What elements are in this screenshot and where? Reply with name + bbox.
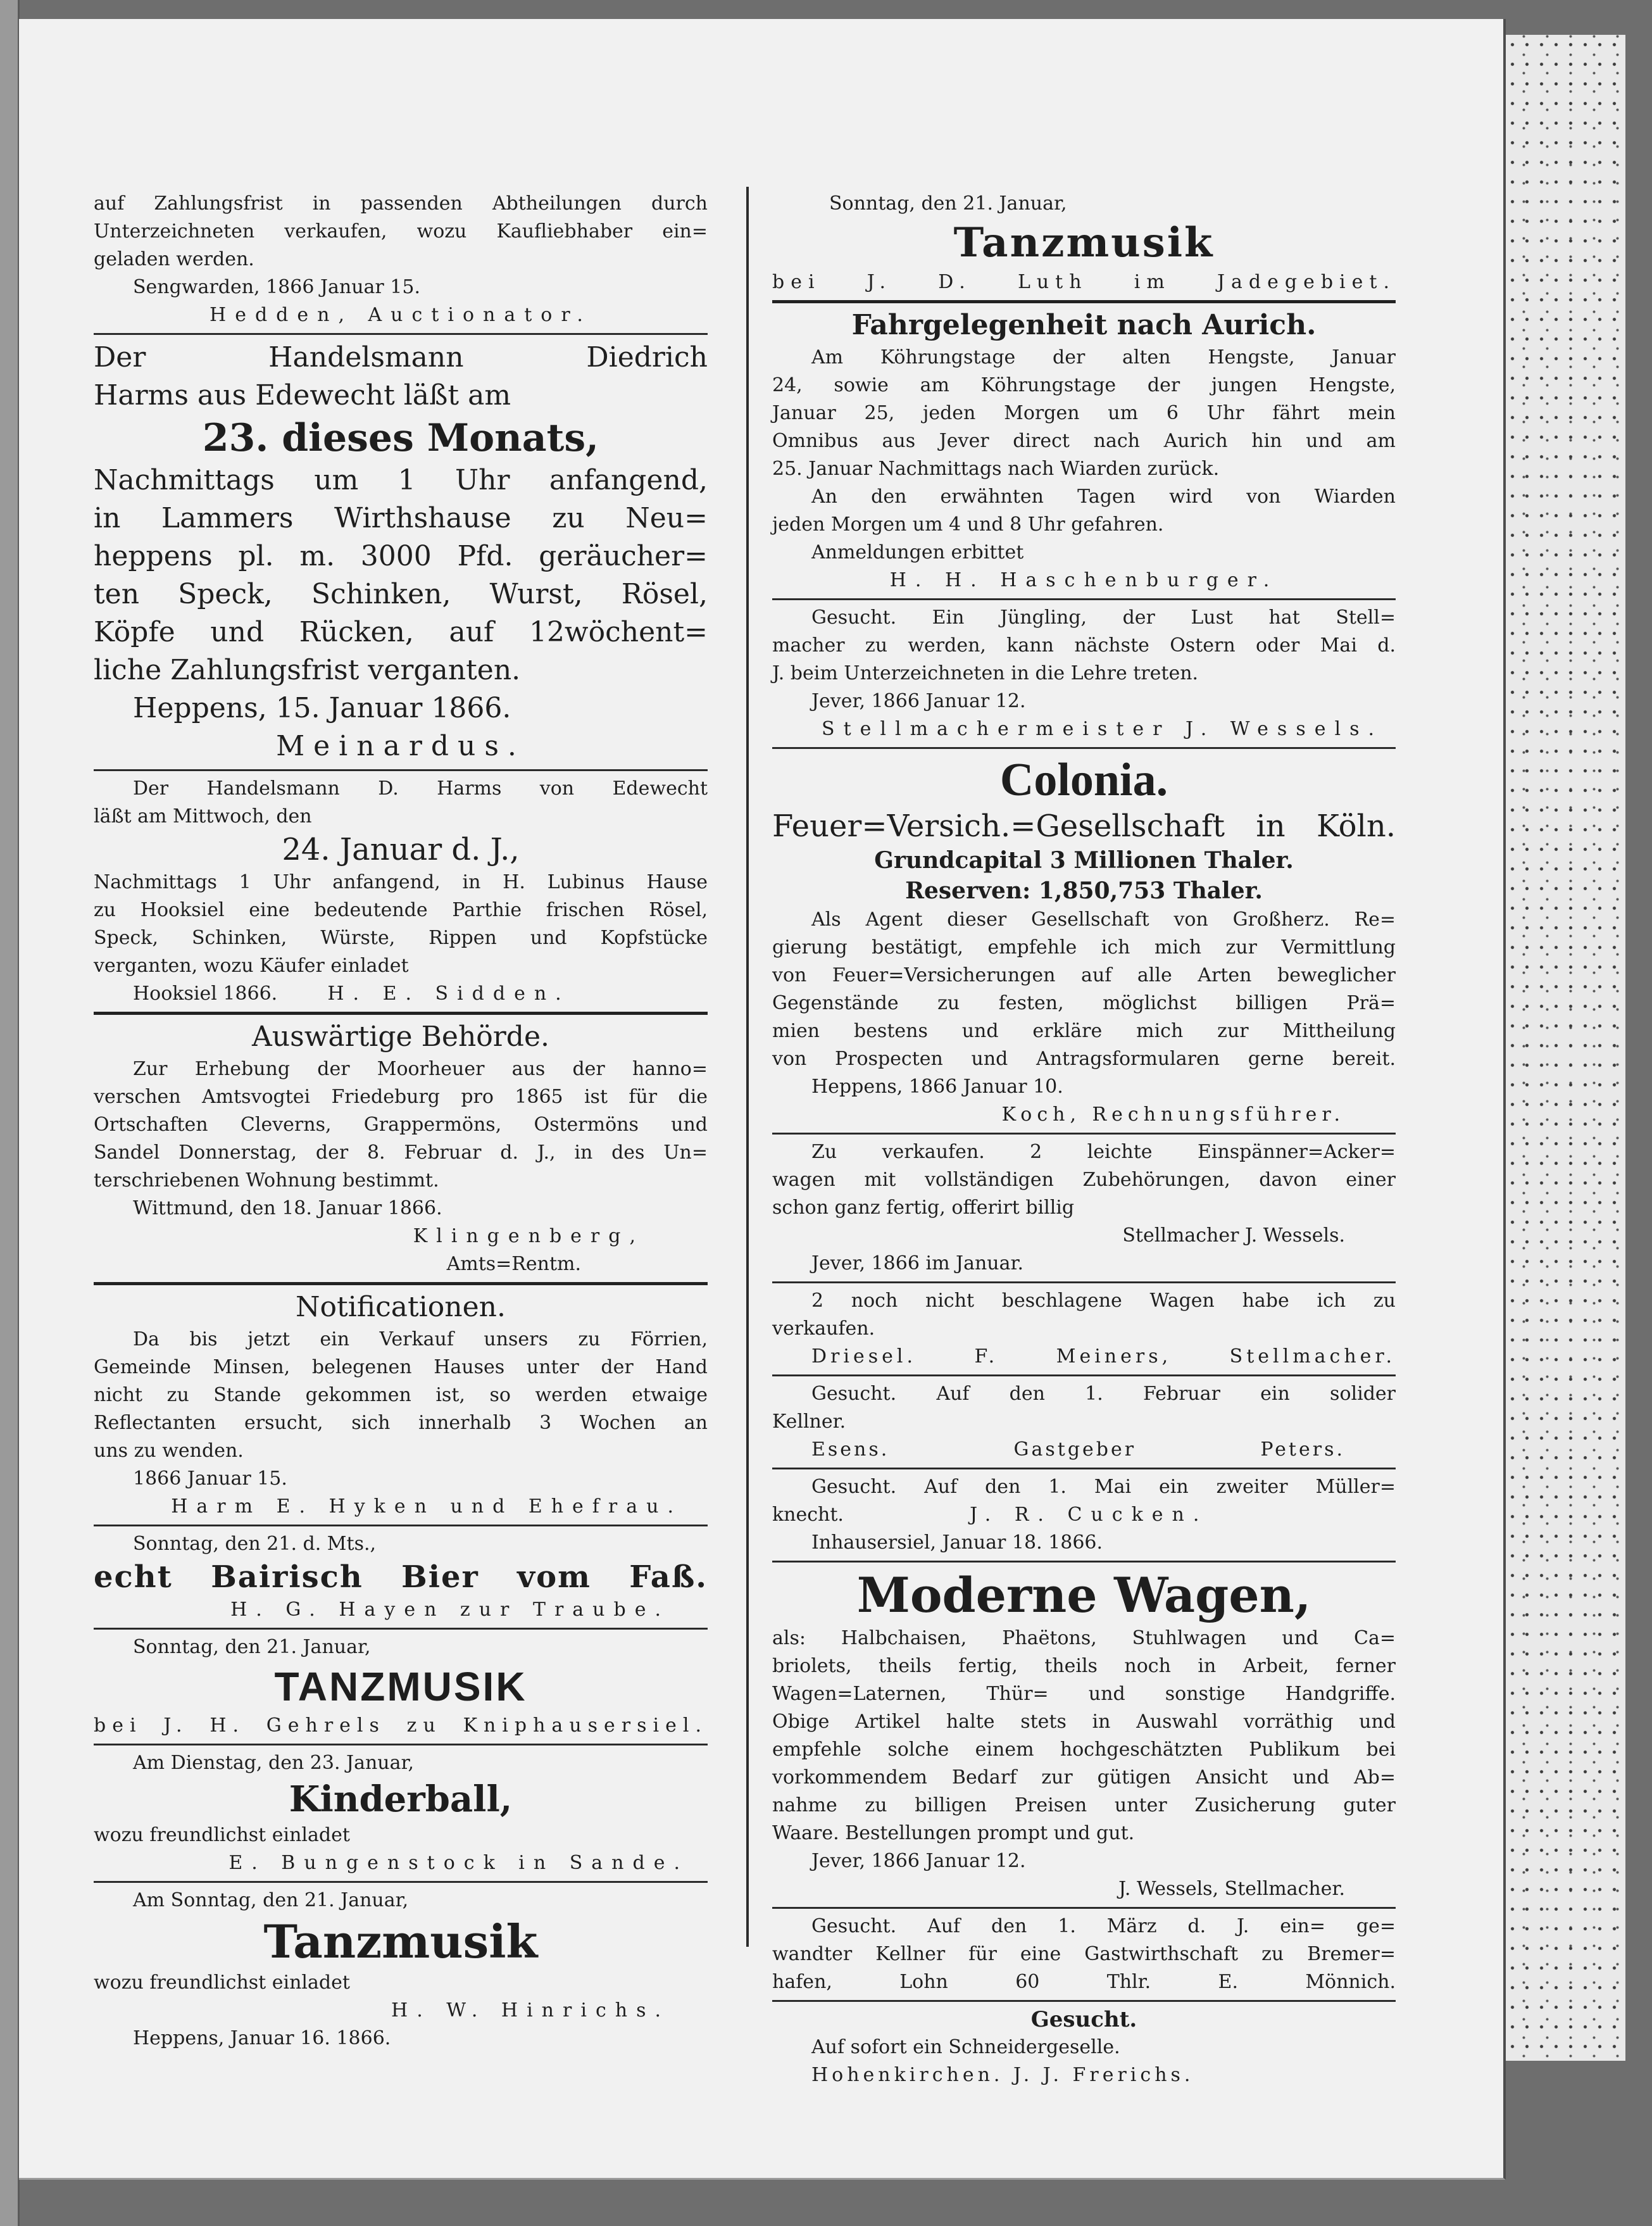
- book-cover-board: [1501, 35, 1625, 2061]
- text-line: Sandel Donnerstag, der 8. Februar d. J., in des Un=: [94, 1141, 708, 1164]
- text-line: Der Handelsmann D. Harms von Edewecht: [133, 777, 708, 800]
- text-line: nahme zu billigen Preisen unter Zusicherung guter: [772, 1794, 1396, 1816]
- section-heading: Auswärtige Behörde.: [252, 1021, 549, 1053]
- text-line: verganten, wozu Käufer einladet: [94, 955, 409, 977]
- ad-colonia: [772, 753, 1396, 1129]
- text-line: Kellner.: [772, 1411, 846, 1433]
- ad-separator: [772, 1561, 1396, 1563]
- left-column: [94, 190, 708, 2053]
- ad-zu-verkaufen-wagen: [772, 1138, 1396, 1278]
- text-line: auf Zahlungsfrist in passenden Abtheilungen durch: [94, 192, 708, 215]
- text-line: Obige Artikel halte stets in Auswahl vorräthig und: [772, 1711, 1396, 1733]
- text-line: vorkommendem Bedarf zur gütigen Ansicht und Ab=: [772, 1766, 1396, 1789]
- ad-separator: [94, 1525, 708, 1526]
- text-line: 2 noch nicht beschlagene Wagen habe ich zu: [811, 1290, 1396, 1312]
- text-line: Speck, Schinken, Würste, Rippen und Kopfstücke: [94, 927, 708, 949]
- ad-gesucht-muellerknecht: [772, 1473, 1396, 1557]
- ad-reserves: Reserven: 1,850,753 Thaler.: [905, 877, 1263, 904]
- ad-date: Am Dienstag, den 23. Januar,: [133, 1752, 415, 1774]
- ad-gesucht-schneidergeselle: [772, 2006, 1396, 2089]
- section-auswaertige-behoerde: [94, 1019, 708, 1278]
- ad-signature: Hohenkirchen. J. J. Frerichs.: [811, 2064, 1194, 2086]
- text-line: Gesucht. Auf den 1. Mai ein zweiter Müller=: [811, 1476, 1396, 1498]
- right-column: [772, 190, 1396, 2089]
- ad-title: TANZMUSIK: [274, 1664, 527, 1709]
- ad-signature: H. E. Sidden.: [327, 983, 570, 1005]
- text-line: heppens pl. m. 3000 Pfd. geräucher=: [94, 540, 708, 572]
- text-line: wandter Kellner für eine Gastwirthschaft zu Bremer=: [772, 1943, 1396, 1965]
- ad-signature: H. H. Haschenburger.: [889, 569, 1279, 591]
- ad-subtitle: Feuer=Versich.=Gesellschaft in Köln.: [772, 808, 1396, 844]
- ad-gesucht-stellmacher-lehrling: [772, 604, 1396, 743]
- text-line: hafen, Lohn 60 Thlr. E. Mönnich.: [772, 1971, 1396, 1993]
- section-heading: Notificationen.: [296, 1291, 506, 1323]
- ad-place-date: Heppens, 15. Januar 1866.: [133, 692, 511, 724]
- text-line: Nachmittags um 1 Uhr anfangend,: [94, 464, 708, 496]
- ad-separator: [772, 2000, 1396, 2002]
- ad-date: Sonntag, den 21. Januar,: [133, 1636, 371, 1658]
- ad-separator: [94, 1881, 708, 1883]
- text-line: Ortschaften Cleverns, Grappermöns, Ostermöns und: [94, 1114, 708, 1136]
- ad-separator: [94, 769, 708, 771]
- text-line: [772, 1501, 1396, 1529]
- text-line: Gegenstände zu festen, möglichst billigen Prä=: [772, 992, 1396, 1014]
- ad-separator: [94, 333, 708, 335]
- text-line: Januar 25, jeden Morgen um 6 Uhr fährt mein: [772, 402, 1396, 424]
- ad-separator: [772, 1133, 1396, 1135]
- ad-title: Fahrgelegenheit nach Aurich.: [851, 309, 1317, 341]
- ad-capital: Grundcapital 3 Millionen Thaler.: [874, 847, 1294, 874]
- text-line: von Prospecten und Antragsformularen gerne bereit.: [772, 1048, 1396, 1070]
- ad-signature: Stellmacher J. Wessels.: [1122, 1224, 1345, 1247]
- ad-place-date: Heppens, 1866 Januar 10.: [811, 1076, 1063, 1098]
- text-line: verschen Amtsvogtei Friedeburg pro 1865 ist für die: [94, 1086, 708, 1108]
- text-line: Gesucht. Auf den 1. Februar ein solider: [811, 1383, 1396, 1405]
- ad-title: Tanzmusik: [263, 1915, 538, 1968]
- text-line: Omnibus aus Jever direct nach Aurich hin und am: [772, 430, 1396, 452]
- ad-gesucht-kellner-bremerhafen: [772, 1913, 1396, 1996]
- ad-separator: [772, 300, 1396, 303]
- ad-gesucht-kellner-esens: [772, 1380, 1396, 1464]
- ad-signature-title: Amts=Rentm.: [446, 1253, 581, 1275]
- text-line: geladen werden.: [94, 248, 254, 270]
- text-line: Gemeinde Minsen, belegenen Hauses unter der Hand: [94, 1356, 708, 1378]
- text-line: uns zu wenden.: [94, 1440, 244, 1462]
- text-line: Waare. Bestellungen prompt und gut.: [772, 1822, 1135, 1844]
- ad-signature: Klingenberg,: [413, 1225, 644, 1247]
- text-line: ten Speck, Schinken, Wurst, Rösel,: [94, 578, 708, 610]
- text-line: wagen mit vollständigen Zubehörungen, davon einer: [772, 1169, 1396, 1191]
- text-line: Reflectanten ersucht, sich innerhalb 3 Wochen an: [94, 1412, 708, 1434]
- text-line: briolets, theils fertig, theils noch in Arbeit, ferner: [772, 1655, 1396, 1677]
- ad-invitation: wozu freundlichst einladet: [94, 1824, 350, 1846]
- text-line: zu Hooksiel eine bedeutende Parthie frischen Rösel,: [94, 899, 708, 921]
- ad-signature: Esens. Gastgeber Peters.: [811, 1438, 1345, 1461]
- ad-separator: [772, 598, 1396, 600]
- ad-separator: [94, 1012, 708, 1015]
- newspaper-page: [19, 19, 1506, 2180]
- ad-tanzmusik-heppens: [94, 1887, 708, 2053]
- text-line: mien bestens und erkläre mich zur Mittheilung: [772, 1020, 1396, 1042]
- ad-meiners-wagen: [772, 1287, 1396, 1371]
- text-line: Zur Erhebung der Moorheuer aus der hanno=: [133, 1058, 708, 1080]
- ad-separator: [94, 1282, 708, 1285]
- ad-separator: [94, 1744, 708, 1745]
- ad-date: Am Sonntag, den 21. Januar,: [133, 1889, 409, 1911]
- text-line: Gesucht. Ein Jüngling, der Lust hat Stell=: [811, 607, 1396, 629]
- ad-auction-sengwarden: [94, 190, 708, 329]
- text-line: Unterzeichneten verkaufen, wozu Kaufliebhaber ein=: [94, 220, 708, 242]
- ad-place-date: Inhausersiel, Januar 18. 1866.: [811, 1531, 1103, 1554]
- ad-place-date: 1866 Januar 15.: [133, 1468, 287, 1490]
- ad-date-highlight: 23. dieses Monats,: [202, 416, 599, 460]
- ad-signature: Harm E. Hyken und Ehefrau.: [171, 1495, 682, 1518]
- ad-signature: bei J. H. Gehrels zu Kniphausersiel.: [94, 1714, 708, 1737]
- ad-signature: H. G. Hayen zur Traube.: [230, 1599, 670, 1621]
- text-line: in Lammers Wirthshause zu Neu=: [94, 502, 708, 534]
- text-line: verkaufen.: [772, 1317, 875, 1340]
- text-line: von Feuer=Versicherungen auf alle Arten beweglicher: [772, 964, 1396, 986]
- ad-signature: Driesel. F. Meiners, Stellmacher.: [811, 1345, 1396, 1368]
- ad-place-date: Heppens, Januar 16. 1866.: [133, 2027, 391, 2049]
- ad-kinderball: [94, 1749, 708, 1877]
- text-line: Wagen=Laternen, Thür= und sonstige Handgriffe.: [772, 1683, 1396, 1705]
- ad-tanzmusik-jadegebiet: [772, 190, 1396, 296]
- text-line: Zu verkaufen. 2 leichte Einspänner=Acker=: [811, 1141, 1396, 1163]
- ad-title: Kinderball,: [289, 1778, 513, 1820]
- ad-place-date: Jever, 1866 Januar 12.: [811, 1850, 1026, 1872]
- text-line: schon ganz fertig, offerirt billig: [772, 1197, 1075, 1219]
- text-line: nicht zu Stande gekommen ist, so werden etwaige: [94, 1384, 708, 1406]
- ad-harms-neuheppens: [94, 339, 708, 765]
- ad-place-date: Sengwarden, 1866 Januar 15.: [133, 276, 420, 298]
- ad-signature: Stellmachermeister J. Wessels.: [822, 718, 1383, 740]
- ad-tanzmusik-kniphausersiel: [94, 1633, 708, 1740]
- ad-separator: [772, 1374, 1396, 1376]
- ad-invitation: wozu freundlichst einladet: [94, 1971, 350, 1994]
- ad-signature: Koch, Rechnungsführer.: [1001, 1104, 1345, 1126]
- section-notificationen: [94, 1289, 708, 1521]
- ad-title: Tanzmusik: [953, 219, 1215, 267]
- text-line: 24, sowie am Köhrungstage der jungen Hengste,: [772, 374, 1396, 396]
- ad-date: Sonntag, den 21. Januar,: [829, 192, 1067, 215]
- text-line: Da bis jetzt ein Verkauf unsers zu Förrien,: [133, 1328, 708, 1350]
- text-line: Als Agent dieser Gesellschaft von Großherz. Re=: [811, 909, 1396, 931]
- text-line: Gesucht. Auf den 1. März d. J. ein= ge=: [811, 1915, 1396, 1937]
- text-line: als: Halbchaisen, Phaëtons, Stuhlwagen und Ca=: [772, 1627, 1396, 1649]
- text-line: jeden Morgen um 4 und 8 Uhr gefahren.: [772, 513, 1164, 536]
- ad-separator: [772, 1468, 1396, 1469]
- text-line: Auf sofort ein Schneidergeselle.: [811, 2036, 1120, 2058]
- ad-place-date: Jever, 1866 Januar 12.: [811, 690, 1026, 712]
- ad-separator: [772, 1907, 1396, 1909]
- text-line: terschriebenen Wohnung bestimmt.: [94, 1169, 439, 1192]
- ad-title: Colonia.: [999, 754, 1168, 806]
- ad-title: Moderne Wagen,: [856, 1567, 1311, 1623]
- ad-signature: Hedden, Auctionator.: [210, 304, 592, 326]
- ad-separator: [772, 747, 1396, 749]
- text-line: liche Zahlungsfrist verganten.: [94, 654, 521, 686]
- ad-date-highlight: 24. Januar d. J.,: [282, 832, 520, 867]
- ad-fahrgelegenheit-aurich: [772, 307, 1396, 594]
- ad-place-date: Wittmund, den 18. Januar 1866.: [133, 1197, 442, 1219]
- text-line-part: knecht.: [772, 1504, 844, 1526]
- text-line: J. beim Unterzeichneten in die Lehre treten.: [772, 662, 1199, 684]
- ad-moderne-wagen: [772, 1566, 1396, 1903]
- ad-place: Hooksiel 1866.: [133, 983, 278, 1005]
- column-divider: [746, 187, 749, 1947]
- ad-place-date: [94, 980, 708, 1008]
- ad-signature: J. R. Cucken.: [970, 1504, 1208, 1526]
- text-line: Am Köhrungstage der alten Hengste, Januar: [811, 346, 1396, 368]
- text-line: An den erwähnten Tagen wird von Wiarden: [811, 486, 1396, 508]
- ad-harms-hooksiel: [94, 775, 708, 1008]
- text-line: Der Handelsmann Diedrich: [94, 341, 708, 374]
- ad-date: Sonntag, den 21. d. Mts.,: [133, 1533, 377, 1555]
- ad-signature: E. Bungenstock in Sande.: [228, 1852, 689, 1874]
- text-line: Anmeldungen erbittet: [811, 541, 1024, 563]
- ad-signature: bei J. D. Luth im Jadegebiet.: [772, 271, 1396, 293]
- previous-page-edge: [0, 0, 20, 2226]
- text-line: 25. Januar Nachmittags nach Wiarden zurück.: [772, 458, 1220, 480]
- text-line: Köpfe und Rücken, auf 12wöchent=: [94, 616, 708, 648]
- ad-signature: Meinardus.: [276, 730, 525, 762]
- text-line: gierung bestätigt, empfehle ich mich zur Vermittlung: [772, 936, 1396, 959]
- ad-place-date: Jever, 1866 im Januar.: [811, 1252, 1024, 1274]
- ad-signature: J. Wessels, Stellmacher.: [1118, 1878, 1345, 1900]
- ad-bairisch-bier: [94, 1530, 708, 1624]
- text-line: Harms aus Edewecht läßt am: [94, 379, 511, 412]
- ad-title: echt Bairisch Bier vom Faß.: [94, 1559, 708, 1595]
- text-line: empfehle solche einem hochgeschätzten Publikum bei: [772, 1739, 1396, 1761]
- text-line: läßt am Mittwoch, den: [94, 805, 312, 827]
- ad-separator: [772, 1281, 1396, 1283]
- ad-separator: [94, 1628, 708, 1630]
- ad-title: Gesucht.: [1030, 2007, 1137, 2032]
- text-line: Nachmittags 1 Uhr anfangend, in H. Lubinus Hause: [94, 871, 708, 893]
- text-line: macher zu werden, kann nächste Ostern oder Mai d.: [772, 634, 1396, 657]
- ad-signature: H. W. Hinrichs.: [391, 1999, 670, 2022]
